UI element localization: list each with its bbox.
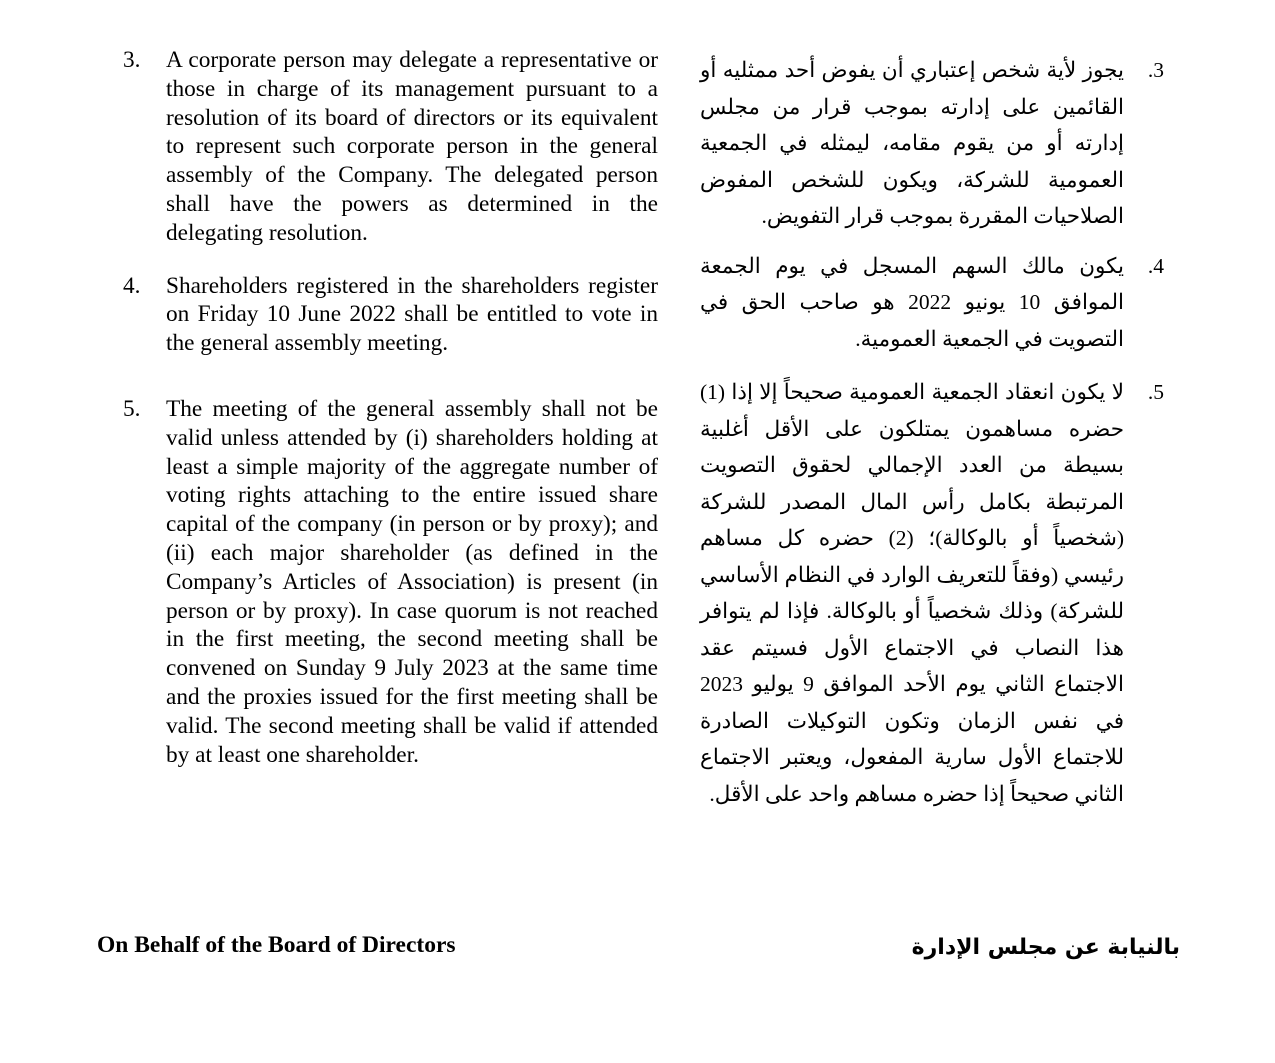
arabic-item-4 <box>700 248 1168 358</box>
item-number: 3. <box>123 47 141 73</box>
english-item-3 <box>118 46 658 248</box>
signature-english: On Behalf of the Board of Directors <box>97 932 456 958</box>
item-text: The meeting of the general assembly shall not be valid unless attended by (i) shareholders holding at least a simple majority of the aggregate number of voting rights attaching to the entire issued share capital of the company (in person or by proxy); and (ii) each major shareholder (as defined in the Company’s Articles of Association) is present (in person or by proxy). In case quorum is not reached in the first meeting, the second meeting shall be convened on Sunday 9 July 2023 at the same time and the proxies issued for the first meeting shall be valid. The second meeting shall be valid if attended by at least one shareholder. <box>166 395 658 768</box>
english-item-5 <box>118 395 658 769</box>
arabic-item-3 <box>700 52 1168 235</box>
item-text: يكون مالك السهم المسجل في يوم الجمعة الموافق 10 يونيو 2022 هو صاحب الحق في التصويت في الجمعية العمومية. <box>700 253 1124 351</box>
item-text: يجوز لأية شخص إعتباري أن يفوض أحد ممثليه أو القائمين على إدارته بموجب قرار من مجلس إدارته أو من يقوم مقامه، ليمثله في الجمعية العمومية للشركة، ويكون للشخص المفوض الصلاحيات المقررة بموجب قرار التفويض. <box>700 58 1124 228</box>
english-item-4 <box>118 272 658 358</box>
item-text: لا يكون انعقاد الجمعية العمومية صحيحاً إلا إذا (1) حضره مساهمون يمتلكون على الأقل أغلبية بسيطة من العدد الإجمالي لحقوق التصويت المرتبطة بكامل رأس المال المصدر للشركة (شخصياً أو بالوكالة)؛ (2) حضره كل مساهم رئيسي (وفقاً للتعريف الوارد في النظام الأساسي للشركة) وذلك شخصياً أو بالوكالة. فإذا لم يتوافر هذا النصاب في الاجتماع الأول فسيتم عقد الاجتماع الثاني يوم الأحد الموافق 9 يوليو 2023 في نفس الزمان وتكون التوكيلات الصادرة للاجتماع الأول سارية المفعول، ويعتبر الاجتماع الثاني صحيحاً إذا حضره مساهم واحد على الأقل. <box>700 380 1124 806</box>
english-column <box>118 46 658 794</box>
item-number: 4. <box>123 272 141 299</box>
item-number: 5. <box>123 395 141 422</box>
signature-arabic: بالنيابة عن مجلس الإدارة <box>911 935 1180 960</box>
item-number: .3 <box>1147 58 1164 82</box>
item-text: A corporate person may delegate a representative or those in charge of its management pursuant to a resolution of its board of directors or its equivalent to represent such corporate person in the general assembly of the Company. The delegated person shall have the powers as determined in the delegating resolution. <box>166 47 658 246</box>
arabic-column <box>700 52 1168 834</box>
arabic-item-5 <box>700 374 1168 812</box>
item-number: .4 <box>1147 253 1164 278</box>
item-number: .5 <box>1147 380 1164 404</box>
item-text: Shareholders registered in the shareholders register on Friday 10 June 2022 shall be entitled to vote in the general assembly meeting. <box>166 272 658 357</box>
